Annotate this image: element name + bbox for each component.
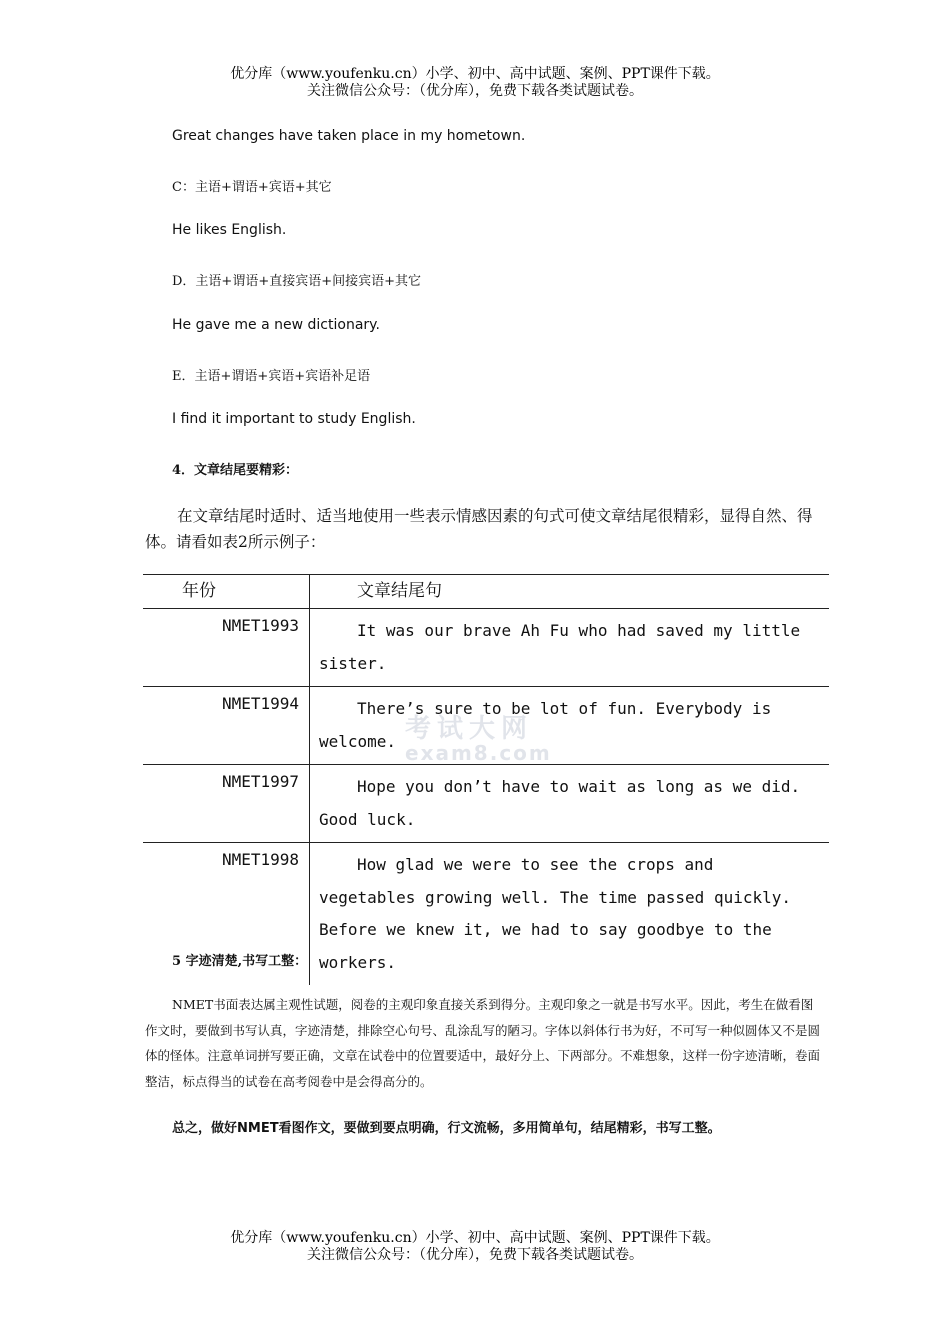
sentence-cell: It was our brave Ah Fu who had saved my little sister. [310,609,830,687]
example-sentence-c: He likes English. [172,222,287,238]
year-cell: NMET1993 [143,609,310,687]
summary-sentence: 总之，做好NMET看图作文，要做到要点明确，行文流畅，多用简单句，结尾精彩，书写工整。 [172,1121,721,1136]
year-cell: NMET1997 [143,765,310,843]
section-heading-5: 5 字迹清楚,书写工整： [172,954,308,969]
handwriting-paragraph: NMET书面表达属主观性试题，阅卷的主观印象直接关系到得分。主观印象之一就是书写水平。因此，考生在做看图作文时，要做到书写认真，字迹清楚，排除空心句号、乱涂乱写的陋习。字体以斜体行书为好，不可写一种似圆体又不是圆体的怪体。注意单词拼写要正确，文章在试卷中的位置要适中，最好分上、下两部分。不难想象，这样一份字迹清晰，卷面整洁，标点得当的试卷在高考阅卷中是会得高分的。 [145,997,821,1089]
table-row [143,687,829,765]
sentence-cell: There’s sure to be lot of fun. Everybody is welcome. [310,687,830,765]
footer-line-1: 优分库（www.youfenku.cn）小学、初中、高中试题、案例、PPT课件下载。 [230,1230,720,1246]
intro-paragraph: 在文章结尾时适时、适当地使用一些表示情感因素的句式可使文章结尾很精彩，显得自然、得体。请看如表2所示例子： [145,507,813,551]
column-header-year: 年份 [143,575,310,609]
column-header-sentence: 文章结尾句 [310,575,830,609]
ending-sentences-table [143,574,829,985]
page-header [0,66,950,100]
header-line-2: 关注微信公众号：（优分库），免费下载各类试题试卷。 [307,83,643,99]
footer-line-2: 关注微信公众号：（优分库），免费下载各类试题试卷。 [307,1247,643,1263]
pattern-d: D．主语+谓语+直接宾语+间接宾语+其它 [172,274,421,289]
year-cell: NMET1994 [143,687,310,765]
section-heading-4: 4．文章结尾要精彩： [172,463,299,478]
watermark-line-2: exam8.com [405,741,552,765]
pattern-c: C：主语+谓语+宾语+其它 [172,180,332,195]
sentence-cell: Hope you don’t have to wait as long as we did. Good luck. [310,765,830,843]
sentence-cell: How glad we were to see the crops and vegetables growing well. The time passed quickly. Before we knew it, we had to say goodbye to the workers. [319,855,792,972]
table-row [143,609,829,687]
watermark-line-1: 考试大网 [405,714,534,744]
example-sentence-d: He gave me a new dictionary. [172,317,380,333]
year-cell: NMET1998 [143,843,310,986]
example-sentence-b: Great changes have taken place in my hometown. [172,128,526,144]
table-row [143,765,829,843]
example-sentence-e: I find it important to study English. [172,411,416,427]
page-footer [0,1230,950,1264]
pattern-e: E．主语+谓语+宾语+宾语补足语 [172,369,371,384]
header-line-1: 优分库（www.youfenku.cn）小学、初中、高中试题、案例、PPT课件下载。 [230,66,720,82]
table-header-row [143,575,829,609]
